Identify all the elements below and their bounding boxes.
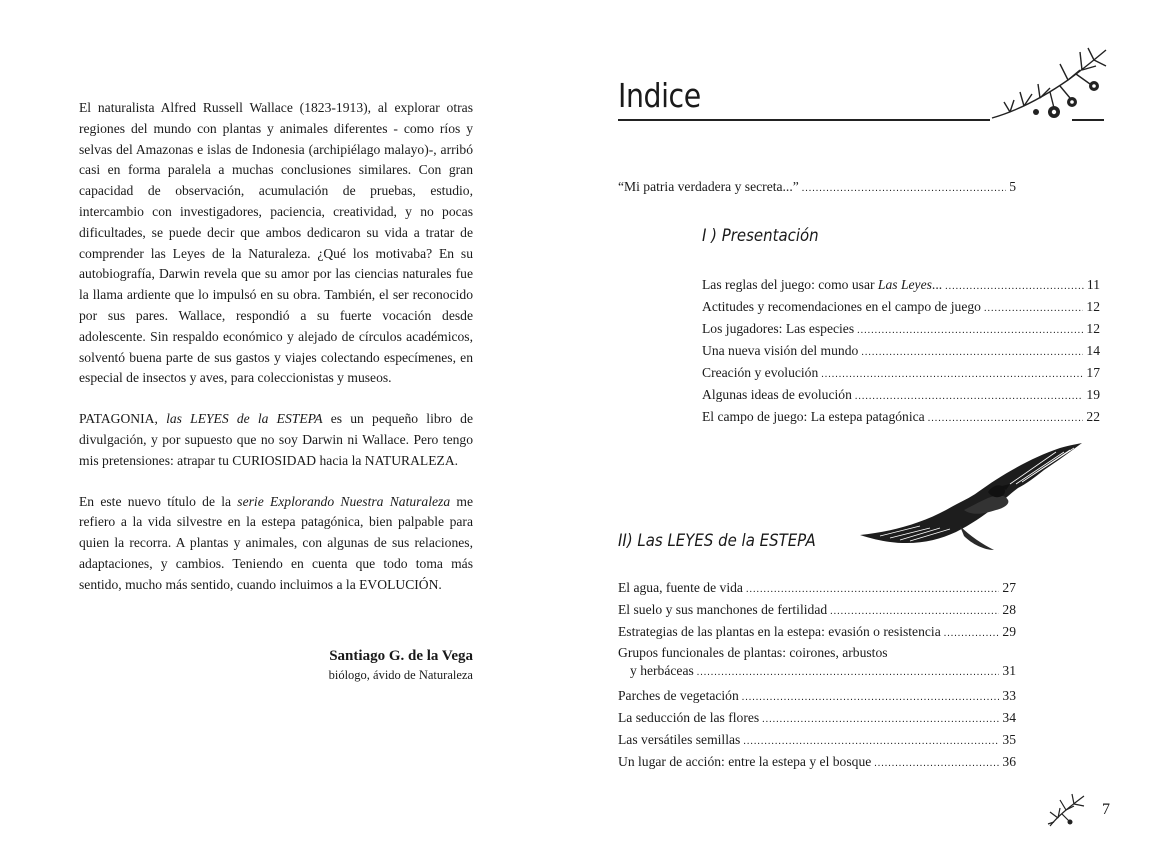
toc-entry: [702, 408, 1100, 428]
toc-entry: [702, 342, 1100, 362]
paragraph-wallace: El naturalista Alfred Russell Wallace (1823-1913), al explorar otras regiones del mundo con plantas y animales diferentes - como ríos y selvas del Amazonas e islas de Indonesia (archipiélago malayo)-, arribó casi en forma paralela a muchas conclusiones similares. Con gran capacidad de observación, acumulación de pruebas, estudio, intercambio con investigadores, paciencia, creatividad, y no pocas dificultades, se puede decir que ambos dedicaron su vida a tratar de comprender las Leyes de la Naturaleza. ¿Qué los motivaba? En su autobiografía, Darwin revela que su amor por las ciencias naturales fue la llama ardiente que lo impulsó en su obra. También, el ser reconocido por sus pares. Wallace, respondió a su fuerte vocación desde adolescente. Sin respaldo económico y alejado de círculos académicos, solventó buena parte de sus gastos y viajes colectando especímenes, en especial de insectos y aves, para coleccionistas y museos.: [79, 100, 473, 386]
left-body-text: [79, 98, 473, 596]
toc-entry: [702, 386, 1100, 406]
toc-entry: [702, 298, 1100, 318]
toc-page: 17: [1086, 365, 1100, 380]
paragraph-gap: [79, 389, 473, 409]
toc-leader: [743, 733, 999, 751]
toc-label: El agua, fuente de vida: [618, 580, 743, 595]
toc-entry: [618, 731, 1016, 751]
toc-leader: [855, 388, 1084, 406]
toc-page: 29: [1002, 624, 1016, 639]
small-plant-icon: [1044, 792, 1090, 828]
toc-label-c: ...: [931, 277, 943, 292]
toc-leader: [874, 755, 999, 773]
p2-part-3: es un pequeño libro de divulgación, y por supuesto que no soy Darwin ni Wallace. Pero tengo mis pretensiones: atrapar tu CURIOSIDAD hacia la NATURALEZA.: [79, 411, 473, 468]
title-rule: [618, 119, 990, 121]
toc-label-b: Las Leyes: [877, 277, 932, 292]
page-number: 7: [1102, 801, 1110, 818]
toc-leader: [945, 278, 1084, 296]
toc-page: 12: [1086, 321, 1100, 336]
toc-label: Creación y evolución: [702, 365, 819, 380]
toc-page: 33: [1002, 688, 1016, 703]
toc-entry: [618, 709, 1016, 729]
toc-label: Las versátiles semillas: [618, 732, 741, 747]
p3-part-2: serie Explorando Nuestra Naturaleza: [237, 493, 451, 509]
toc-page: 34: [1002, 710, 1016, 725]
toc-leader: [984, 300, 1083, 318]
section-heading-leyes: II) Las LEYES de la ESTEPA: [618, 531, 816, 551]
toc-leader: [830, 603, 999, 621]
toc-intro-entry: [618, 178, 1016, 198]
toc-label: Los jugadores: Las especies: [702, 321, 855, 336]
toc-entry: [702, 276, 1100, 296]
toc-label: El suelo y sus manchones de fertilidad: [618, 602, 828, 617]
toc-entry: [702, 364, 1100, 384]
paragraph-gap: [79, 472, 473, 492]
toc-label: Un lugar de acción: entre la estepa y el bosque: [618, 754, 872, 769]
toc-page: 36: [1002, 754, 1016, 769]
p3-part-3: me refiero a la vida silvestre en la estepa patagónica, bien palpable para quien la recorra. A plantas y animales, con algunas de sus relaciones, adaptaciones, y cambios. Teniendo en cuenta que todo toma más sentido, mucho más sentido, cuando incluimos a la EVOLUCIÓN.: [79, 493, 473, 592]
author-role: biólogo, ávido de Naturaleza: [328, 668, 473, 682]
toc-entry: [618, 601, 1016, 621]
toc-page: 35: [1002, 732, 1016, 747]
toc-entry: [702, 320, 1100, 340]
toc-page: 19: [1086, 387, 1100, 402]
paragraph-series: [79, 492, 473, 596]
toc-label: Estrategias de las plantas en la estepa: evasión o resistencia: [618, 624, 941, 639]
author-name: Santiago G. de la Vega: [329, 648, 473, 664]
toc-entry-multiline: [618, 644, 1016, 682]
toc-label-line1: Grupos funcionales de plantas: coirones, arbustos: [618, 645, 888, 660]
index-title: Indice: [618, 76, 701, 115]
toc-page: 22: [1086, 409, 1100, 424]
paragraph-patagonia: [79, 409, 473, 471]
toc-label-line2: y herbáceas: [630, 663, 694, 678]
toc-leader: [861, 344, 1083, 362]
plant-branch-illustration: [990, 46, 1110, 134]
section-heading-presentacion: I ) Presentación: [702, 226, 819, 246]
toc-page: 12: [1086, 299, 1100, 314]
p3-part-1: En este nuevo título de la: [79, 493, 238, 509]
toc-entry: [618, 687, 1016, 707]
toc-label: El campo de juego: La estepa patagónica: [702, 409, 925, 424]
toc-leader: [857, 322, 1083, 340]
toc-page: 28: [1002, 602, 1016, 617]
toc-leader: [742, 689, 1000, 707]
toc-page: 14: [1086, 343, 1100, 358]
toc-label-a: Las reglas del juego: como usar: [702, 277, 878, 292]
toc-label: Actitudes y recomendaciones en el campo de juego: [702, 299, 981, 314]
toc-label: [702, 276, 942, 294]
p2-part-2: las LEYES de la ESTEPA: [166, 411, 323, 427]
toc-page: 5: [1009, 179, 1016, 194]
toc-page: 27: [1002, 580, 1016, 595]
toc-leader: [821, 366, 1083, 384]
toc-leader: [944, 625, 1000, 643]
toc-leader: [928, 410, 1084, 428]
toc-leader: [746, 581, 999, 599]
toc-label: “Mi patria verdadera y secreta...”: [618, 179, 799, 194]
p2-part-1: PATAGONIA,: [79, 411, 167, 427]
toc-entry: [618, 753, 1016, 773]
toc-page: 11: [1086, 277, 1100, 292]
toc-entry: [618, 623, 1016, 643]
toc-label: La seducción de las flores: [618, 710, 760, 725]
toc-label: Una nueva visión del mundo: [702, 343, 859, 358]
toc-label: Algunas ideas de evolución: [702, 387, 852, 402]
toc-leader: [762, 711, 999, 729]
toc-page: 31: [1002, 663, 1016, 678]
toc-label: Parches de vegetación: [618, 688, 739, 703]
signature: [79, 646, 473, 684]
toc-leader: [697, 664, 1000, 682]
toc-entry-continuation: [630, 662, 1016, 682]
eagle-illustration: [860, 440, 1082, 555]
toc-leader: [802, 180, 1006, 198]
toc-entry: [618, 579, 1016, 599]
